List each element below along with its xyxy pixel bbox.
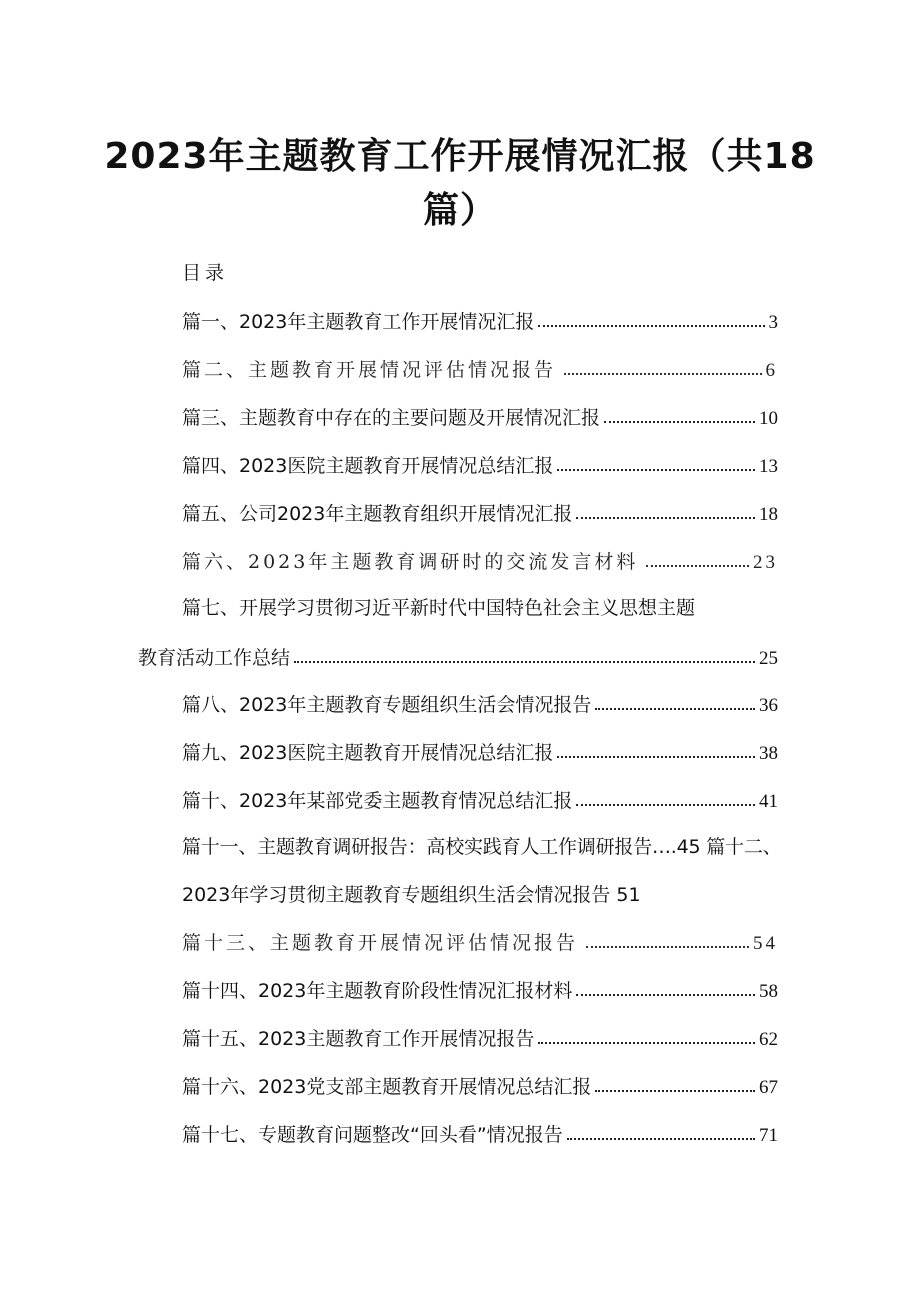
toc-entry-title: 篇三、主题教育中存在的主要问题及开展情况汇报 xyxy=(182,407,601,429)
toc-leader-dots xyxy=(595,1090,755,1092)
toc-entry-title: 篇六、2023年主题教育调研时的交流发言材料 xyxy=(182,551,639,573)
toc-entry[interactable] xyxy=(182,348,778,382)
toc-entry-page: 3 xyxy=(768,312,778,333)
toc-entry[interactable] xyxy=(182,1017,778,1051)
toc-leader-dots xyxy=(576,804,755,806)
toc-entry-page: 10 xyxy=(759,408,778,429)
toc-entry[interactable] xyxy=(182,300,778,334)
toc-leader-dots xyxy=(646,565,749,567)
toc-leader-dots xyxy=(586,946,749,948)
toc-leader-dots xyxy=(567,1138,755,1140)
toc-entry-title: 篇四、2023医院主题教育开展情况总结汇报 xyxy=(182,455,554,477)
toc-entry[interactable] xyxy=(182,779,778,813)
toc-leader-dots xyxy=(595,708,755,710)
toc-entry-page: 54 xyxy=(753,933,778,954)
toc-leader-dots xyxy=(576,517,755,519)
toc-entry-page: 38 xyxy=(759,743,778,764)
toc-entry-page: 58 xyxy=(759,981,778,1002)
toc-entry-page: 41 xyxy=(759,791,778,812)
toc-entry[interactable] xyxy=(138,636,778,670)
toc-entry[interactable] xyxy=(182,683,778,717)
toc-entry-title: 篇一、2023年主题教育工作开展情况汇报 xyxy=(182,311,535,333)
toc-entry-title: 篇十、2023年某部党委主题教育情况总结汇报 xyxy=(182,790,573,812)
document-title-continued: 篇） xyxy=(422,190,497,231)
toc-entry-title: 篇十六、2023党支部主题教育开展情况总结汇报 xyxy=(182,1076,592,1098)
toc-leader-dots xyxy=(557,756,755,758)
toc-leader-dots xyxy=(604,421,755,423)
toc-entry-title: 篇十五、2023主题教育工作开展情况报告 xyxy=(182,1028,535,1050)
toc-leader-dots xyxy=(557,469,755,471)
toc-entry-title-first-line[interactable]: 篇七、开展学习贯彻习近平新时代中国特色社会主义思想主题 xyxy=(182,597,696,619)
toc-entry-page: 23 xyxy=(753,552,778,573)
toc-leader-dots xyxy=(576,994,755,996)
toc-entry[interactable] xyxy=(182,1065,778,1099)
toc-entry-title: 篇十三、主题教育开展情况评估情况报告 xyxy=(182,932,579,954)
toc-entry-title: 篇九、2023医院主题教育开展情况总结汇报 xyxy=(182,742,554,764)
toc-entry-title: 篇二、主题教育开展情况评估情况报告 xyxy=(182,359,557,381)
toc-entry[interactable] xyxy=(182,492,778,526)
toc-entry-page: 71 xyxy=(759,1125,778,1146)
toc-entry-title: 篇八、2023年主题教育专题组织生活会情况报告 xyxy=(182,694,592,716)
toc-entry-page: 18 xyxy=(759,504,778,525)
toc-entry-title: 篇十四、2023年主题教育阶段性情况汇报材料 xyxy=(182,980,573,1002)
toc-entry-page: 67 xyxy=(759,1077,778,1098)
toc-entry[interactable] xyxy=(182,921,778,955)
toc-leader-dots xyxy=(564,373,761,375)
toc-entry[interactable] xyxy=(182,540,778,574)
toc-heading: 目录 xyxy=(182,262,229,284)
toc-entry-title: 篇五、公司2023年主题教育组织开展情况汇报 xyxy=(182,503,573,525)
toc-entry-merged-line[interactable]: 2023年学习贯彻主题教育专题组织生活会情况报告 51 xyxy=(182,884,641,906)
toc-entry-page: 13 xyxy=(759,456,778,477)
toc-entry[interactable] xyxy=(182,444,778,478)
toc-entry[interactable] xyxy=(182,969,778,1003)
toc-entry[interactable] xyxy=(182,731,778,765)
toc-leader-dots xyxy=(538,325,764,327)
toc-entry-page: 36 xyxy=(759,695,778,716)
toc-entry[interactable] xyxy=(182,396,778,430)
toc-entry-page: 62 xyxy=(759,1029,778,1050)
toc-entry-merged-line[interactable]: 篇十一、主题教育调研报告：高校实践育人工作调研报告….45 篇十二、 xyxy=(182,836,782,858)
toc-entry-page: 6 xyxy=(765,360,778,381)
toc-entry[interactable] xyxy=(182,1113,778,1147)
toc-entry-title: 教育活动工作总结 xyxy=(138,647,291,669)
toc-leader-dots xyxy=(538,1042,755,1044)
toc-entry-title: 篇十七、专题教育问题整改“回头看”情况报告 xyxy=(182,1124,563,1146)
toc-entry-page: 25 xyxy=(759,648,778,669)
document-title: 2023年主题教育工作开展情况汇报（共18 xyxy=(104,136,816,177)
toc-leader-dots xyxy=(294,661,755,663)
